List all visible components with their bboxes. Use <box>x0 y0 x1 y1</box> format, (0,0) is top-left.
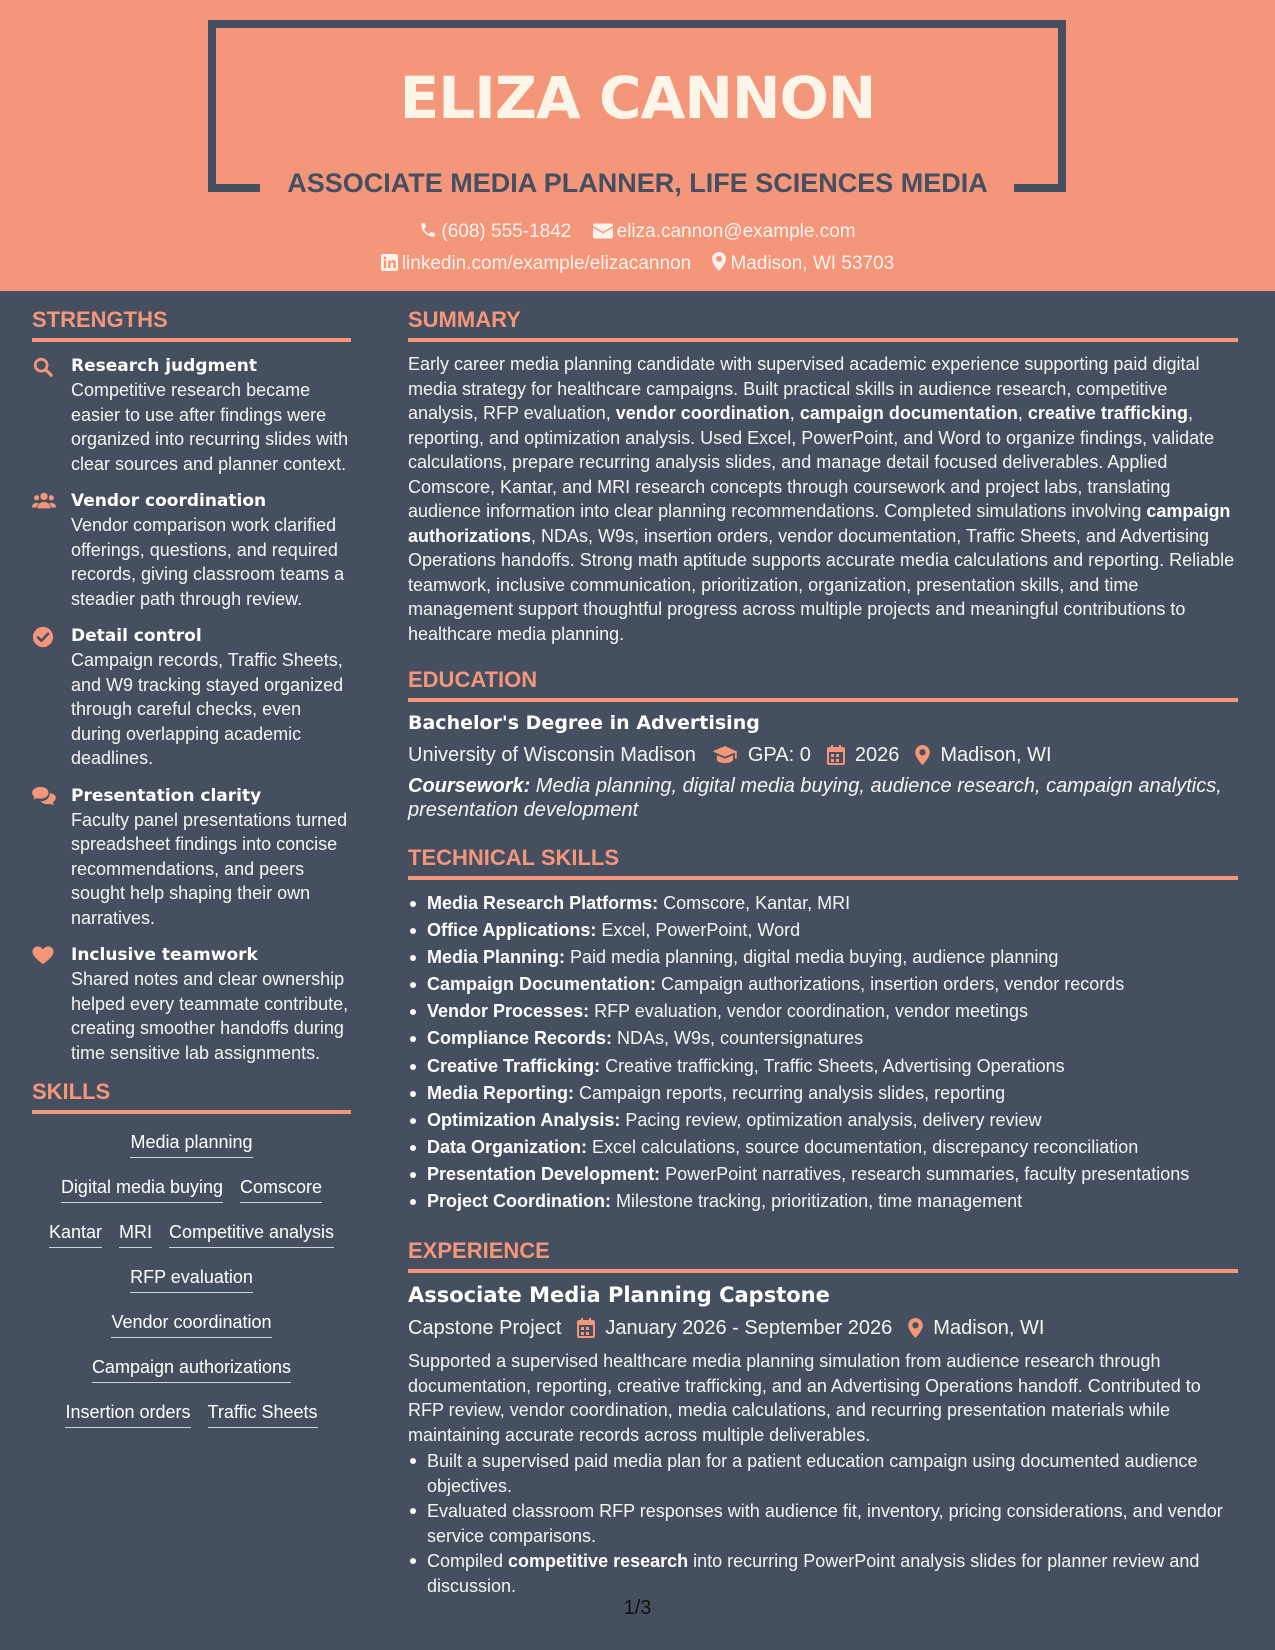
strength-item <box>32 489 351 611</box>
strength-title: Vendor coordination <box>71 491 267 511</box>
comments-icon <box>32 786 54 808</box>
technical-skills-heading: TECHNICAL SKILLS <box>408 845 620 870</box>
org-name: Capstone Project <box>408 1317 562 1340</box>
technical-skill-value: RFP evaluation, vendor coordination, vendor meetings <box>589 1001 1029 1022</box>
technical-skill-value: Creative trafficking, Traffic Sheets, Advertising Operations <box>600 1055 1065 1076</box>
map-pin-icon <box>915 745 930 765</box>
linkedin-text: linkedin.com/example/elizacannon <box>401 253 692 274</box>
summary-highlight: campaign authorizations <box>408 501 1231 546</box>
summary-fragment: , reporting, and optimization analysis. Used Excel, PowerPoint, and Word to organize findings, validate calculations, prepare recurring analysis slides, and manage detail focused deliverables. Applied Comscore, Kantar, and MRI research concepts through coursework and project labs, translating audience information into clear planning recommendations. Completed simulations involving <box>408 403 1215 521</box>
technical-skill-value: Pacing review, optimization analysis, delivery review <box>620 1109 1042 1130</box>
strengths-heading: STRENGTHS <box>32 307 168 332</box>
technical-skill-label: Office Applications: <box>427 920 597 941</box>
location-contact <box>712 252 894 276</box>
dates-text: January 2026 - September 2026 <box>605 1317 893 1340</box>
skill-row <box>32 1265 351 1310</box>
skill-chip: Insertion orders <box>65 1400 190 1428</box>
summary-fragment: , NDAs, W9s, insertion orders, vendor documentation, Traffic Sheets, and Advertising Operations handoffs. Strong math aptitude supports accurate media calculations and reporting. Reliable teamwork, inclusive communication, prioritization, organization, presentation skills, and time management support thoughtful progress across multiple projects and meaningful contributions to healthcare media planning. <box>408 525 1235 644</box>
technical-skill-value: Paid media planning, digital media buying, audience planning <box>565 947 1059 968</box>
technical-skill-label: Media Planning: <box>427 947 566 968</box>
strength-item <box>32 624 351 771</box>
technical-skill-value: NDAs, W9s, countersignatures <box>612 1028 864 1049</box>
summary-fragment: , <box>789 403 800 423</box>
year-text: 2026 <box>854 744 900 766</box>
technical-skill-label: Media Reporting: <box>427 1082 574 1103</box>
summary-fragment: , <box>1017 403 1028 423</box>
strength-description: Faculty panel presentations turned spreadsheet findings into concise recommendations, and peers sought help shaping their own narratives. <box>71 809 348 928</box>
exp-location-text: Madison, WI <box>933 1317 1045 1340</box>
strength-item <box>32 354 351 476</box>
technical-skill-item <box>408 998 1238 1025</box>
technical-skill-label: Creative Trafficking: <box>427 1055 601 1076</box>
section-divider <box>32 1110 351 1114</box>
summary-paragraph <box>408 352 1238 646</box>
technical-skill-item <box>408 1025 1238 1052</box>
summary-highlight: creative trafficking <box>1027 403 1188 423</box>
strengths-section <box>32 306 351 1065</box>
technical-skill-value: Excel, PowerPoint, Word <box>596 920 801 941</box>
technical-skill-value: Comscore, Kantar, MRI <box>658 893 851 913</box>
technical-skill-label: Data Organization: <box>427 1136 588 1157</box>
candidate-name: ELIZA CANNON <box>399 64 876 132</box>
education-heading: EDUCATION <box>408 667 538 692</box>
technical-skill-label: Project Coordination: <box>427 1191 611 1212</box>
bullet-fragment: Compiled <box>427 1551 509 1572</box>
page-number: 1/3 <box>623 1597 652 1619</box>
section-divider <box>408 1269 1238 1273</box>
skill-chip: Competitive analysis <box>169 1220 334 1248</box>
exp-location-item <box>908 1313 1044 1343</box>
calendar-icon <box>577 1318 595 1338</box>
skill-chip: Kantar <box>49 1220 102 1248</box>
technical-skills-list <box>408 890 1238 1215</box>
resume-header <box>0 0 1275 291</box>
experience-meta <box>408 1313 1238 1343</box>
dates-item <box>577 1313 892 1343</box>
phone-icon <box>419 221 437 239</box>
summary-highlight: vendor coordination <box>615 403 790 423</box>
technical-skill-item <box>408 971 1238 998</box>
coursework-label: Coursework: <box>408 775 531 797</box>
experience-job-title: Associate Media Planning Capstone <box>408 1283 830 1308</box>
experience-section <box>408 1237 1238 1598</box>
school-name: University of Wisconsin Madison <box>408 744 696 766</box>
strength-title: Detail control <box>71 626 202 646</box>
experience-bullet <box>408 1499 1238 1548</box>
bullet-fragment: Evaluated classroom RFP responses with audience fit, inventory, pricing considerations, and vendor service comparisons. <box>427 1501 1223 1546</box>
technical-skill-item <box>408 1080 1238 1107</box>
skill-chip: Media planning <box>130 1130 252 1158</box>
technical-skill-item <box>408 1161 1238 1188</box>
technical-skill-label: Campaign Documentation: <box>427 974 657 995</box>
skill-chip: Traffic Sheets <box>208 1400 318 1428</box>
technical-skill-label: Media Research Platforms: <box>427 893 659 913</box>
email-contact[interactable] <box>593 220 856 244</box>
users-icon <box>32 491 54 513</box>
strength-description: Campaign records, Traffic Sheets, and W9 tracking stayed organized through careful checks, even during overlapping academic deadlines. <box>71 650 344 768</box>
technical-skill-item <box>408 1053 1238 1080</box>
skills-heading: SKILLS <box>32 1079 111 1104</box>
skill-chip: Vendor coordination <box>111 1310 271 1338</box>
phone-contact[interactable] <box>419 220 571 244</box>
experience-heading: EXPERIENCE <box>408 1238 550 1264</box>
skill-chip: Comscore <box>240 1175 322 1203</box>
skill-row <box>32 1220 351 1265</box>
location-text: Madison, WI 53703 <box>730 253 895 274</box>
skill-row <box>32 1400 351 1445</box>
edu-location-text: Madison, WI <box>940 744 1052 766</box>
calendar-icon <box>827 745 845 765</box>
strength-title: Presentation clarity <box>71 785 262 806</box>
summary-heading: SUMMARY <box>408 307 521 332</box>
skill-row <box>32 1175 351 1220</box>
technical-skill-label: Compliance Records: <box>427 1028 613 1049</box>
coursework-text: Media planning, digital media buying, audience research, campaign analytics, presentation development <box>408 775 1222 821</box>
technical-skill-item <box>408 1134 1238 1161</box>
education-section <box>408 666 1238 822</box>
contact-row-2 <box>0 252 1275 276</box>
phone-text: (608) 555-1842 <box>441 221 572 242</box>
job-title-heading: ASSOCIATE MEDIA PLANNER, LIFE SCIENCES MEDIA <box>287 168 988 198</box>
degree-title: Bachelor's Degree in Advertising <box>408 712 760 734</box>
linkedin-contact[interactable] <box>381 252 691 276</box>
edu-location-item <box>915 740 1051 770</box>
technical-skill-item <box>408 944 1238 971</box>
technical-skill-value: Campaign authorizations, insertion orders, vendor records <box>656 974 1125 995</box>
skill-chip: Campaign authorizations <box>92 1355 291 1383</box>
strength-description: Competitive research became easier to use after findings were organized into recurring slides with clear sources and planner context. <box>71 380 349 474</box>
skill-row <box>32 1130 351 1175</box>
section-divider <box>32 338 351 342</box>
bullet-highlight: competitive research <box>508 1551 689 1572</box>
linkedin-icon <box>381 254 398 271</box>
bullet-fragment: Built a supervised paid media plan for a patient education campaign using documented audience objectives. <box>427 1451 1198 1496</box>
summary-fragment: Early career media planning candidate with supervised academic experience supporting paid digital media strategy for healthcare campaigns. Built practical skills in audience research, competitive analysis, RFP evaluation, <box>408 354 1200 423</box>
technical-skill-value: Campaign reports, recurring analysis slides, reporting <box>574 1082 1006 1103</box>
technical-skill-label: Vendor Processes: <box>427 1001 590 1022</box>
check-circle-icon <box>32 626 54 648</box>
skill-row <box>32 1355 351 1400</box>
map-pin-icon <box>908 1318 923 1338</box>
technical-skill-label: Presentation Development: <box>427 1163 661 1184</box>
experience-bullet <box>408 1549 1238 1598</box>
technical-skill-item <box>408 1107 1238 1134</box>
section-divider <box>408 876 1238 880</box>
envelope-icon <box>593 223 613 239</box>
skills-section <box>32 1078 351 1445</box>
skill-row <box>32 1310 351 1355</box>
heart-icon <box>32 945 54 967</box>
gpa-text: GPA: 0 <box>747 744 811 766</box>
technical-skill-value: Milestone tracking, prioritization, time management <box>611 1191 1023 1212</box>
experience-bullet <box>408 1449 1238 1498</box>
strength-item <box>32 784 351 931</box>
summary-highlight: campaign documentation <box>799 403 1018 423</box>
technical-skill-label: Optimization Analysis: <box>427 1109 621 1130</box>
strength-description: Shared notes and clear ownership helped every teammate contribute, creating smoother handoffs during time sensitive lab assignments. <box>71 969 349 1063</box>
gpa-item <box>712 740 811 770</box>
experience-bullets <box>408 1449 1238 1598</box>
strength-title: Inclusive teamwork <box>71 945 258 965</box>
education-meta <box>408 740 1238 770</box>
strength-item <box>32 943 351 1065</box>
email-text: eliza.cannon@example.com <box>616 221 856 242</box>
technical-skill-item <box>408 1188 1238 1215</box>
technical-skill-value: PowerPoint narratives, research summaries, faculty presentations <box>660 1163 1190 1184</box>
graduation-cap-icon <box>712 746 738 764</box>
section-divider <box>408 338 1238 342</box>
search-icon <box>32 356 54 378</box>
skill-chip: Digital media buying <box>61 1175 223 1203</box>
bullet-fragment: into recurring PowerPoint analysis slides for planner review and discussion. <box>427 1551 1200 1596</box>
summary-section <box>408 306 1238 646</box>
strengths-list <box>32 354 351 1065</box>
technical-skill-value: Excel calculations, source documentation, discrepancy reconciliation <box>587 1136 1139 1157</box>
skill-chip: MRI <box>119 1220 152 1248</box>
technical-skill-item <box>408 917 1238 944</box>
technical-skills-section <box>408 844 1238 1215</box>
map-pin-icon <box>712 252 726 271</box>
contact-row-1 <box>0 220 1275 244</box>
skill-chips <box>32 1130 351 1445</box>
right-column <box>408 306 1238 1599</box>
left-column <box>32 306 351 1445</box>
strength-description: Vendor comparison work clarified offerings, questions, and required records, giving classroom teams a steadier path through review. <box>71 515 345 609</box>
section-divider <box>408 698 1238 702</box>
strength-title: Research judgment <box>71 356 257 376</box>
skill-chip: RFP evaluation <box>130 1265 253 1293</box>
coursework <box>408 774 1238 822</box>
year-item <box>827 740 900 770</box>
experience-description: Supported a supervised healthcare media planning simulation from audience research through documentation, reporting, creative trafficking, and an Advertising Operations handoff. Contributed to RFP review, vendor coordination, media calculations, and recurring presentation materials while maintaining accurate records across multiple deliverables. <box>408 1351 1201 1445</box>
technical-skill-item <box>408 890 1238 917</box>
